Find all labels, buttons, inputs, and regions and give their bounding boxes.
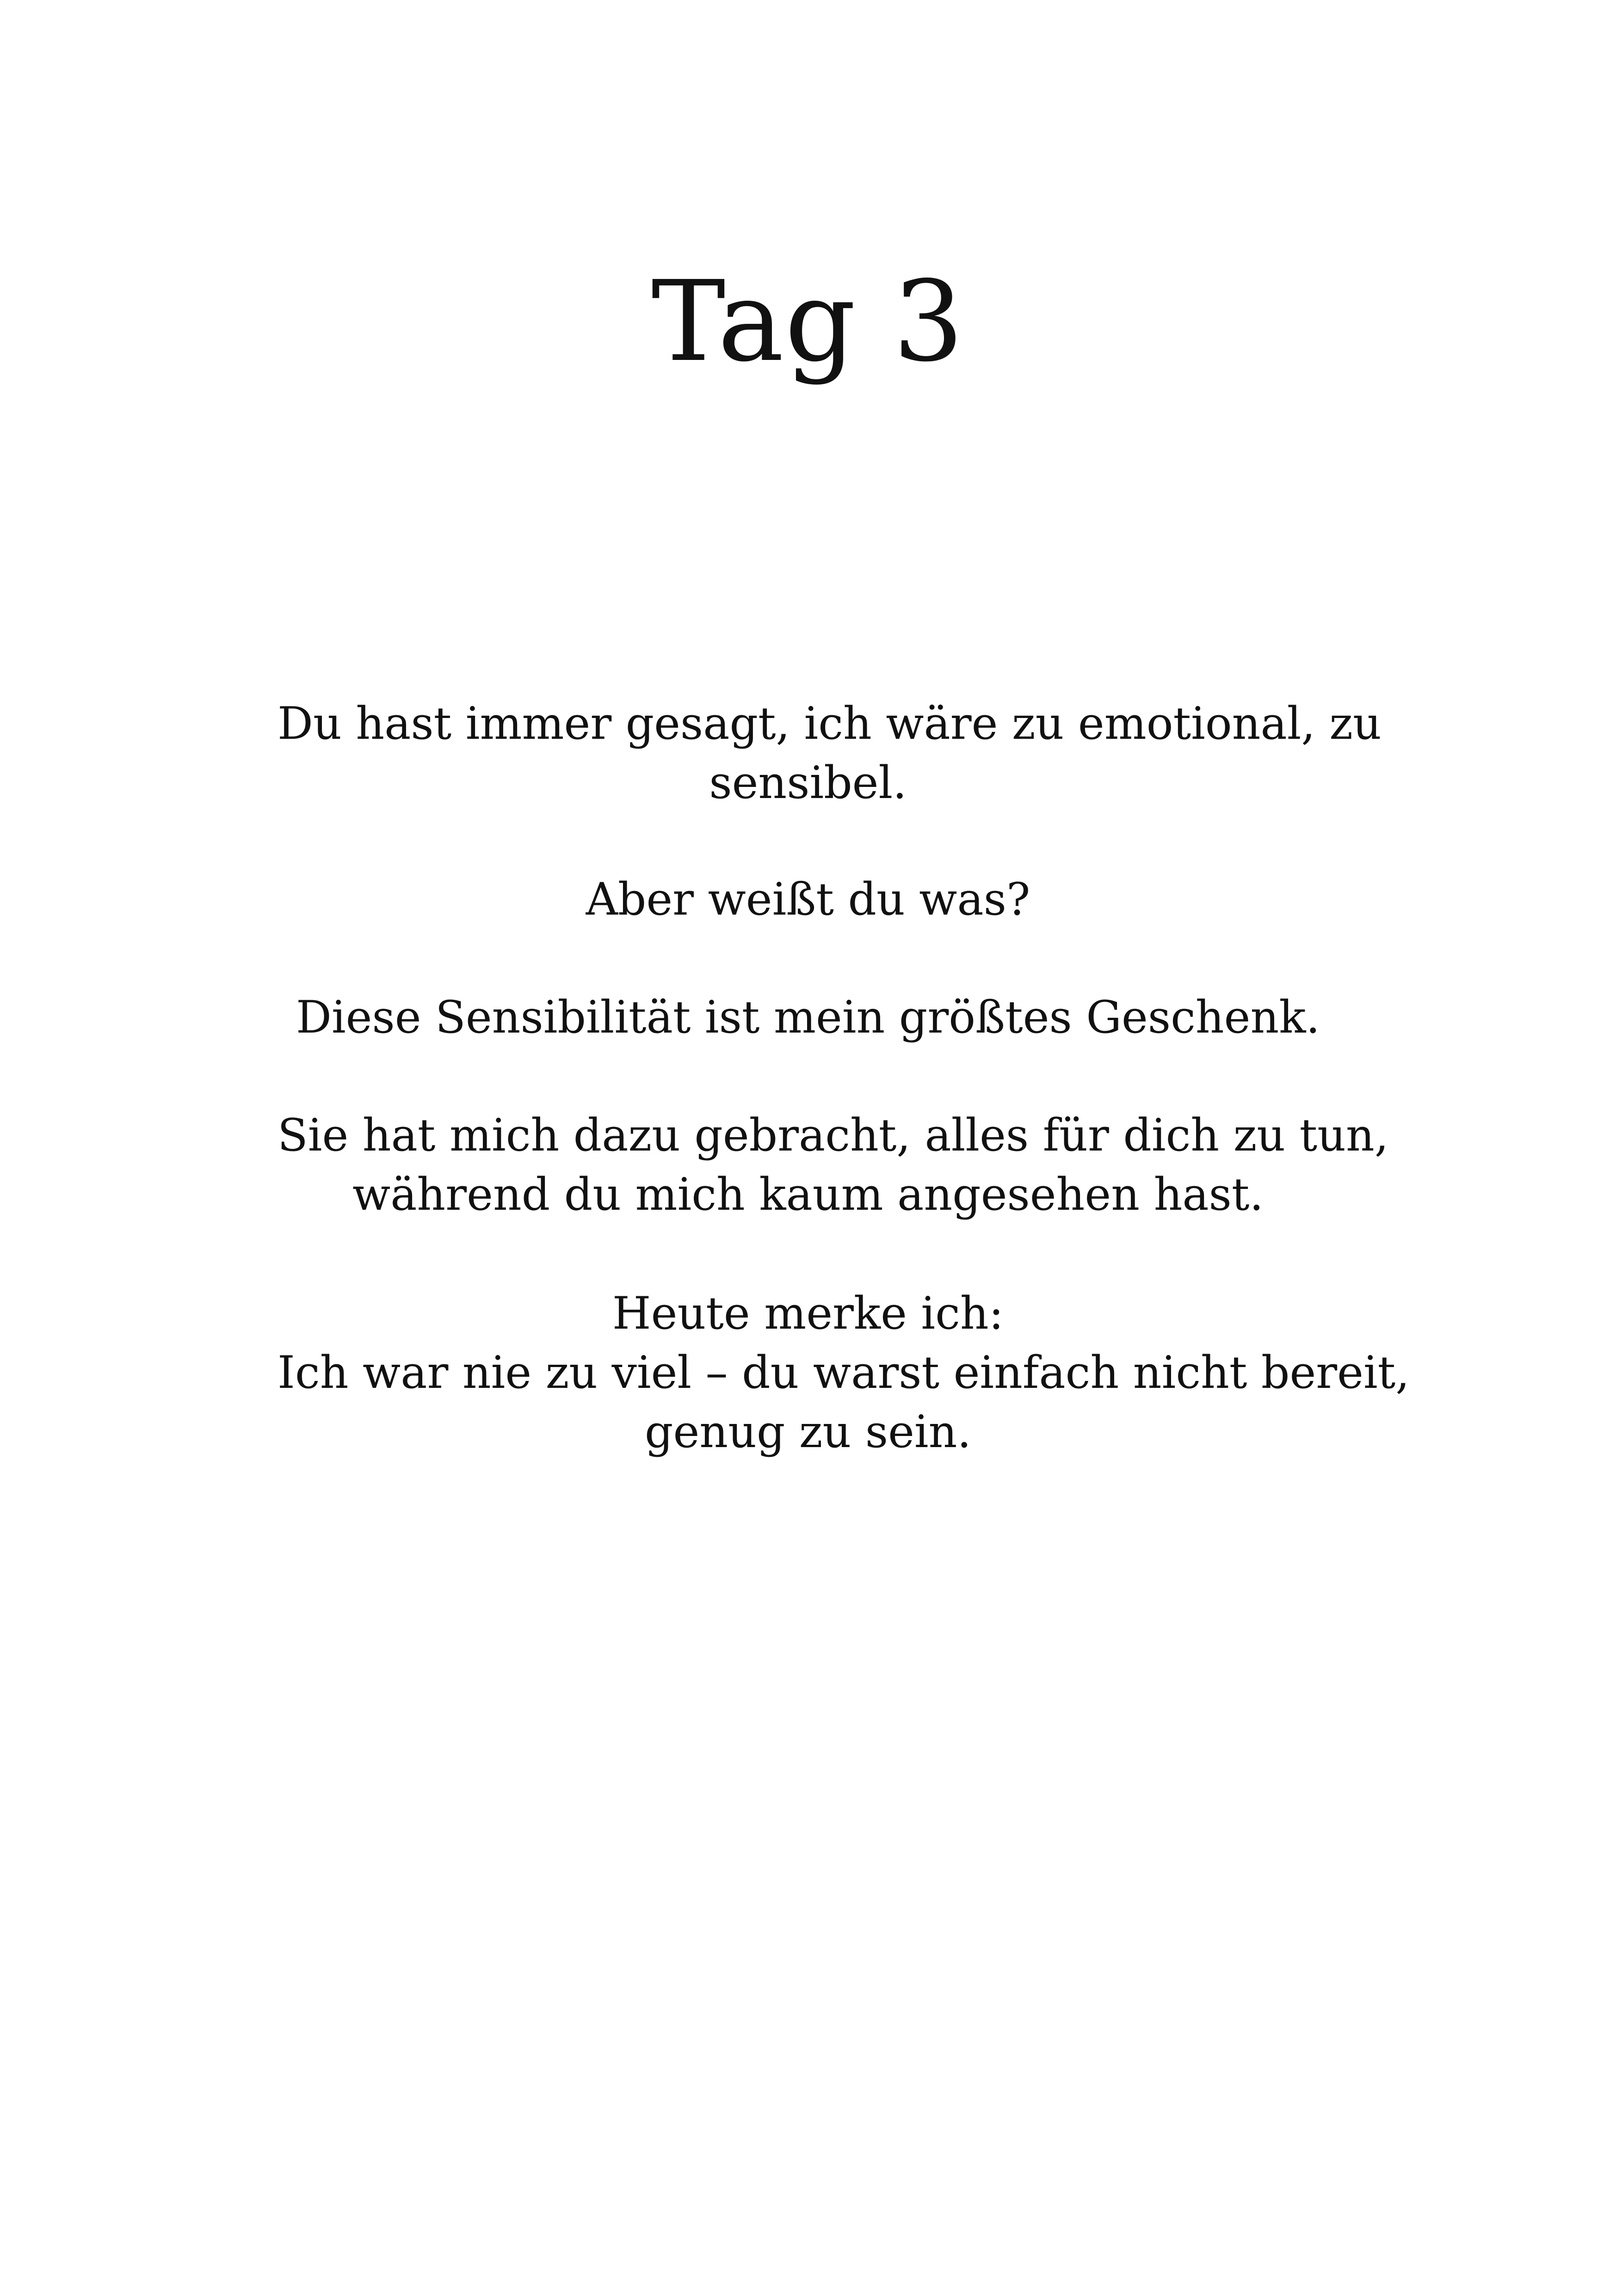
page-title: Tag 3 [651,257,965,386]
paragraph-3 [278,988,1338,1047]
paragraph-line: Ich war nie zu viel – du warst einfach nicht bereit, [278,1347,1410,1399]
paragraph-1 [278,694,1382,812]
paragraph-line: während du mich kaum angesehen hast. [352,1169,1264,1220]
paragraph-line: Aber weißt du was? [586,873,1030,925]
paragraph-line: sensibel. [709,757,907,809]
paragraph-2 [278,870,1338,929]
paragraph-line: genug zu sein. [645,1406,971,1458]
paragraph-5 [278,1284,1410,1461]
paragraph-line: Du hast immer gesagt, ich wäre zu emotional, zu [278,698,1382,749]
paragraph-line: Heute merke ich: [612,1287,1004,1339]
paragraph-line: Diese Sensibilität ist mein größtes Geschenk. [296,991,1320,1043]
paragraph-line: Sie hat mich dazu gebracht, alles für dich zu tun, [278,1109,1389,1161]
paragraph-4 [278,1106,1389,1224]
